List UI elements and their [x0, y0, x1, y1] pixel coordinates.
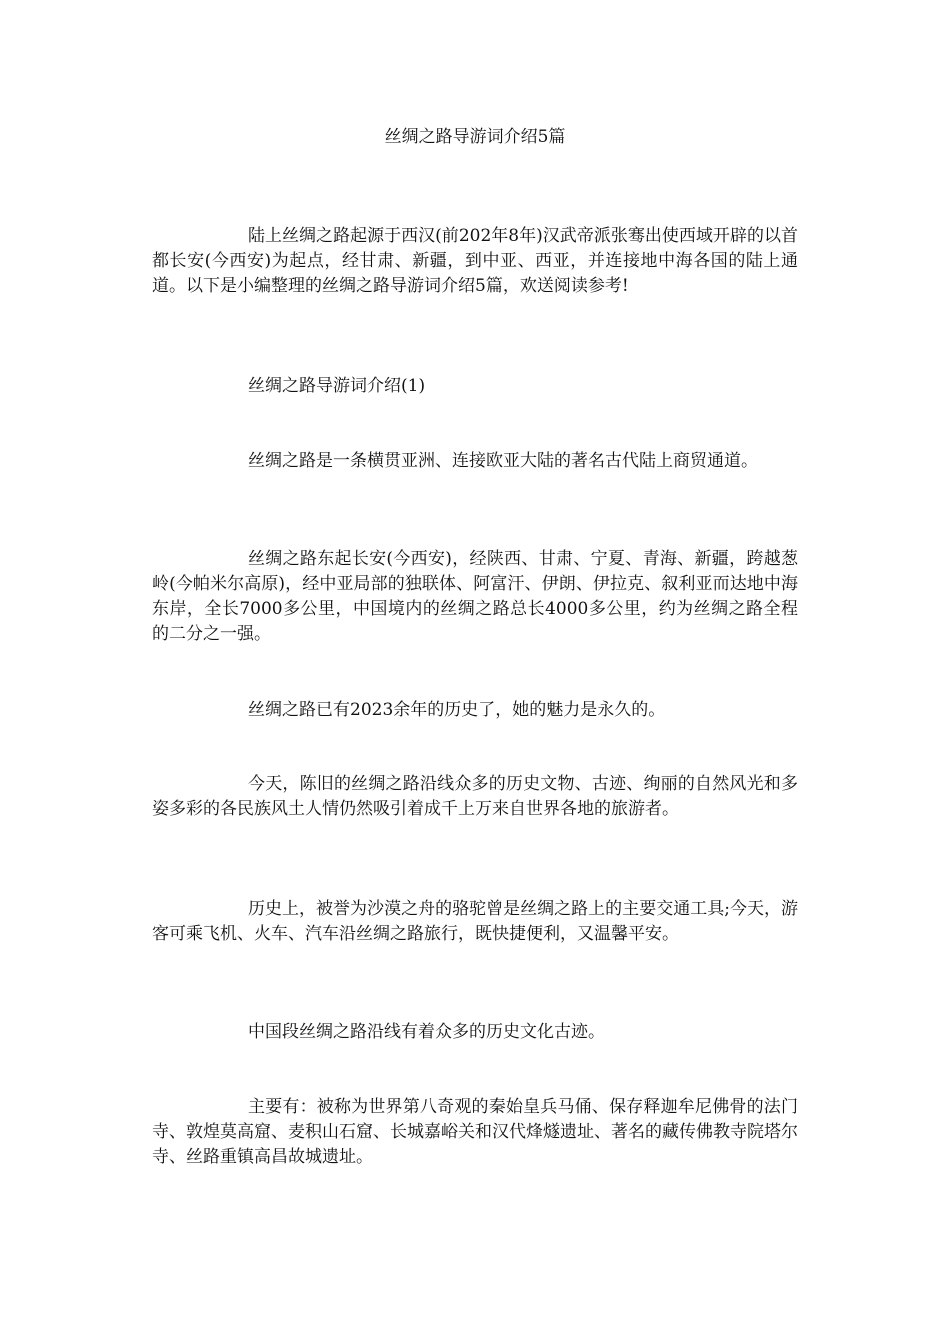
body-paragraph: 历史上，被誉为沙漠之舟的骆驼曾是丝绸之路上的主要交通工具;今天，游客可乘飞机、火车、汽车沿丝绸之路旅行，既快捷便利，又温馨平安。 — [152, 899, 798, 944]
body-paragraph: 丝绸之路已有2023余年的历史了，她的魅力是永久的。 — [248, 700, 666, 720]
document-title: 丝绸之路导游词介绍5篇 — [384, 127, 566, 147]
body-paragraph: 中国段丝绸之路沿线有着众多的历史文化古迹。 — [248, 1022, 605, 1042]
section-heading: 丝绸之路导游词介绍(1) — [248, 376, 426, 396]
body-paragraph: 主要有：被称为世界第八奇观的秦始皇兵马俑、保存释迦牟尼佛骨的法门寺、敦煌莫高窟、麦积山石窟、长城嘉峪关和汉代烽燧遗址、著名的藏传佛教寺院塔尔寺、丝路重镇高昌故城遗址。 — [152, 1097, 798, 1167]
body-paragraph: 丝绸之路东起长安(今西安)，经陕西、甘肃、宁夏、青海、新疆，跨越葱岭(今帕米尔高原)，经中亚局部的独联体、阿富汗、伊朗、伊拉克、叙利亚而达地中海东岸，全长7000多公里，中国境内的丝绸之路总长4000多公里，约为丝绸之路全程的二分之一强。 — [152, 549, 798, 644]
body-paragraph: 丝绸之路是一条横贯亚洲、连接欧亚大陆的著名古代陆上商贸通道。 — [248, 451, 758, 471]
body-paragraph: 今天，陈旧的丝绸之路沿线众多的历史文物、古迹、绚丽的自然风光和多姿多彩的各民族风土人情仍然吸引着成千上万来自世界各地的旅游者。 — [152, 774, 798, 819]
intro-paragraph: 陆上丝绸之路起源于西汉(前202年8年)汉武帝派张骞出使西域开辟的以首都长安(今西安)为起点，经甘肃、新疆，到中亚、西亚，并连接地中海各国的陆上通道。以下是小编整理的丝绸之路导游词介绍5篇，欢送阅读参考! — [152, 226, 798, 296]
